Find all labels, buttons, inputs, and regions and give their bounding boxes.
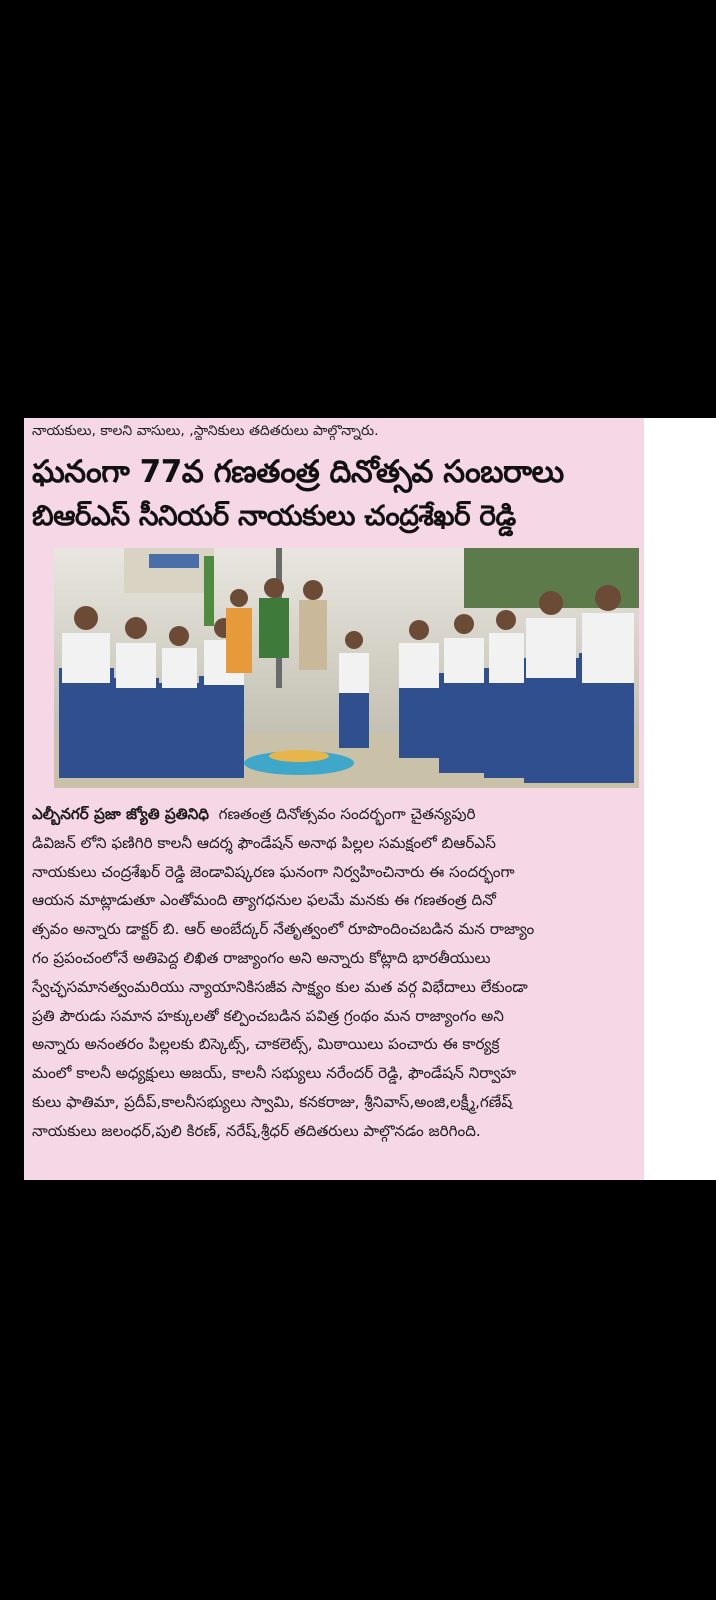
article-body-line: అన్నారు అనంతరం పిల్లలకు బిస్కెట్స్, చాకలెట్స్, మిఠాయిలు పంచారు ఈ కార్యక్ర <box>32 1035 500 1054</box>
article-body-line: మంలో కాలనీ అధ్యక్షులు అజయ్, కాలనీ సభ్యులు నరేందర్ రెడ్డి, ఫౌండేషన్ నిర్వాహ <box>32 1064 517 1083</box>
article-body-line-1 <box>32 800 638 829</box>
article-body-line: నాయకులు చంద్రశేఖర్ రెడ్డి జెండావిష్కరణ ఘనంగా నిర్వహించినారు ఈ సందర్భంగా <box>32 862 515 881</box>
headline-line-1: ఘనంగా 77వ గణతంత్ర దినోత్సవ సంబరాలు <box>32 454 564 490</box>
article-body-line: కులు ఫాతిమా, ప్రదీప్,కాలనీసభ్యులు స్వామి, కనకరాజు, శ్రీనివాస్,అంజి,లక్ష్మీ,గణేష్ <box>32 1092 513 1111</box>
article-body-line: స్వేచ్ఛసమానత్వంమరియు న్యాయానికిసజీవ సాక్ష్యం కుల మత వర్గ విభేదాలు లేకుండా <box>32 977 528 996</box>
previous-article-tail: నాయకులు, కాలని వాసులు, ,స్థానికులు తదితరులు పాల్గొన్నారు. <box>32 423 379 439</box>
event-photo-illustration <box>54 548 639 788</box>
headline-line-2: బిఆర్ఎస్ సీనియర్ నాయకులు చంద్రశేఖర్ రెడ్డి <box>32 499 516 532</box>
article-dateline: ఎల్బీనగర్ ప్రజా జ్యోతి ప్రతినిధి <box>32 805 209 823</box>
newspaper-clipping <box>24 418 644 1180</box>
article-body-line: గం ప్రపంచంలోనే అతిపెద్ద లిఖిత రాజ్యాంగం అని అన్నారు కోట్లాది భారతీయులు <box>32 948 491 967</box>
article-body-line: త్సవం అన్నారు డాక్టర్ బి. ఆర్ అంబేద్కర్ నేతృత్వంలో రూపొందించబడిన మన రాజ్యాం <box>32 920 535 939</box>
article-body-line: నాయకులు జలంధర్,పులి కిరణ్, నరేష్,శ్రీధర్ తదితరులు పాల్గొనడం జరిగింది. <box>32 1121 481 1140</box>
article-body-line: డివిజన్ లోని ఫణిగిరి కాలనీ ఆదర్శ ఫౌండేషన్ అనాథ పిల్లల సమక్షంలో బిఆర్ఎస్ <box>32 833 496 852</box>
article-body-text: గణతంత్ర దినోత్సవం సందర్భంగా చైతన్యపురి <box>218 805 476 823</box>
clipping-right-margin <box>644 418 716 1180</box>
event-photo <box>54 548 639 788</box>
article-body-line: ప్రతి పౌరుడు సమాన హక్కులతో కల్పించబడిన పవిత్ర గ్రంథం మన రాజ్యాంగం అని <box>32 1006 504 1025</box>
article-body <box>32 800 638 1146</box>
article-body-line: ఆయన మాట్లాడుతూ ఎంతోమంది త్యాగధనుల ఫలమే మనకు ఈ గణతంత్ర దినో <box>32 891 496 910</box>
